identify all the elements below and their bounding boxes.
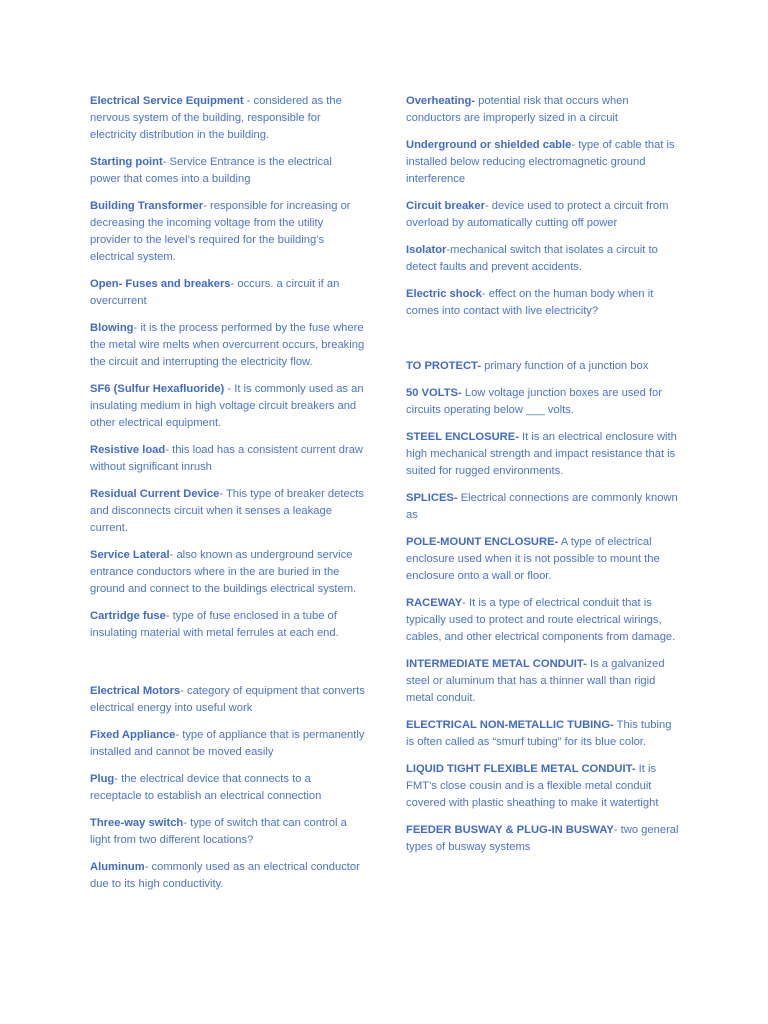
definition-entry [406, 137, 682, 188]
definition: - This type of breaker detects and disconnects circuit when it senses a leakage current. [90, 488, 365, 534]
definition: Low voltage junction boxes are used for circuits operating below ___ volts. [406, 387, 663, 416]
definition: potential risk that occurs when conductors are improperly sized in a circuit [406, 95, 629, 124]
definition-entry [90, 93, 365, 144]
term: Circuit breaker [406, 200, 485, 212]
definition-entry [90, 320, 365, 371]
term: POLE-MOUNT ENCLOSURE- [406, 536, 559, 548]
definition: Electrical connections are commonly known as [406, 492, 678, 521]
term: Overheating- [406, 95, 476, 107]
definition-entry [406, 717, 682, 751]
definition: - occurs. a circuit if an overcurrent [90, 278, 340, 307]
section-spacer [90, 652, 365, 683]
term: ELECTRICAL NON-METALLIC TUBING- [406, 719, 614, 731]
term: Electric shock [406, 288, 482, 300]
term: Blowing [90, 322, 134, 334]
definition: - device used to protect a circuit from overload by automatically cutting off power [406, 200, 669, 229]
definition: - also known as underground service entrance conductors where in the are buried in the ground and connect to the buildings electrical system. [90, 549, 357, 595]
definition-entry [90, 608, 365, 642]
term: Resistive load [90, 444, 166, 456]
definition: It is FMT’s close cousin and is a flexible metal conduit covered with plastic sheathing to make it watertight [406, 763, 659, 809]
definition-entry [90, 859, 365, 893]
term: Isolator [406, 244, 447, 256]
term: Underground or shielded cable [406, 139, 572, 151]
definition-entry [406, 385, 682, 419]
term: Electrical Service Equipment [90, 95, 244, 107]
definition: A type of electrical enclosure used when it is not possible to mount the enclosure onto a wall or floor. [406, 536, 660, 582]
term: Aluminum [90, 861, 145, 873]
definition-entry [90, 815, 365, 849]
definition-entry [90, 486, 365, 537]
term: Open- Fuses and breakers [90, 278, 231, 290]
term: FEEDER BUSWAY & PLUG-IN BUSWAY [406, 824, 614, 836]
term: 50 VOLTS- [406, 387, 462, 399]
definition: - type of switch that can control a light from two different locations? [90, 817, 347, 846]
term: TO PROTECT- [406, 360, 482, 372]
term: STEEL ENCLOSURE- [406, 431, 519, 443]
definition-entry [406, 198, 682, 232]
definition-entry [90, 771, 365, 805]
definition: - category of equipment that converts electrical energy into useful work [90, 685, 365, 714]
definition: - type of fuse enclosed in a tube of insulating material with metal ferrules at each end. [90, 610, 339, 639]
definition-entry [406, 534, 682, 585]
definition: Is a galvanized steel or aluminum that has a thinner wall than rigid metal conduit. [406, 658, 665, 704]
definition-entry [406, 822, 682, 856]
definition: - Service Entrance is the electrical power that comes into a building [90, 156, 332, 185]
definition: - responsible for increasing or decreasing the incoming voltage from the utility provider to the level’s required for the building’s electrical system. [90, 200, 351, 263]
term: Three-way switch [90, 817, 184, 829]
definition: - it is the process performed by the fuse where the metal wire melts when overcurrent occurs, breaking the circuit and interrupting the electricity flow. [90, 322, 365, 368]
definition-entry [406, 93, 682, 127]
definition-entry [406, 358, 682, 375]
left-column [90, 93, 365, 903]
term: Cartridge fuse [90, 610, 166, 622]
definition-entry [90, 727, 365, 761]
term: RACEWAY [406, 597, 463, 609]
definition-entry [90, 154, 365, 188]
term: INTERMEDIATE METAL CONDUIT- [406, 658, 587, 670]
definition-entry [90, 381, 365, 432]
definition-entry [90, 683, 365, 717]
term: Fixed Appliance [90, 729, 176, 741]
definition: It is an electrical enclosure with high mechanical strength and impact resistance that is suited for rugged environments. [406, 431, 677, 477]
definition-entry [406, 490, 682, 524]
definition-entry [90, 198, 365, 266]
term: Service Lateral [90, 549, 170, 561]
right-column [406, 93, 682, 866]
definition: primary function of a junction box [481, 360, 649, 372]
term: LIQUID TIGHT FLEXIBLE METAL CONDUIT- [406, 763, 636, 775]
term: SPLICES- [406, 492, 458, 504]
definition: -mechanical switch that isolates a circuit to detect faults and prevent accidents. [406, 244, 658, 273]
definition: This tubing is often called as “smurf tubing” for its blue color. [406, 719, 672, 748]
definition: - the electrical device that connects to a receptacle to establish an electrical connection [90, 773, 322, 802]
definition-entry [90, 547, 365, 598]
definition-entry [406, 242, 682, 276]
definition-entry [406, 429, 682, 480]
section-spacer [406, 330, 682, 358]
definition: - commonly used as an electrical conductor due to its high conductivity. [90, 861, 360, 890]
definition-entry [406, 286, 682, 320]
term: Starting point [90, 156, 163, 168]
definition-entry [90, 276, 365, 310]
definition-entry [406, 761, 682, 812]
definition: - effect on the human body when it comes into contact with live electricity? [406, 288, 654, 317]
definition-entry [406, 595, 682, 646]
term: Electrical Motors [90, 685, 181, 697]
definition: - considered as the nervous system of the building, responsible for electricity distribution in the building. [90, 95, 342, 141]
definition: - type of cable that is installed below reducing electromagnetic ground interference [406, 139, 675, 185]
definition: - this load has a consistent current draw without significant inrush [90, 444, 363, 473]
term: SF6 (Sulfur Hexafluoride) [90, 383, 225, 395]
term: Building Transformer [90, 200, 204, 212]
definition: - type of appliance that is permanently installed and cannot be moved easily [90, 729, 365, 758]
term: Residual Current Device [90, 488, 220, 500]
definition: - It is a type of electrical conduit that is typically used to protect and route electrical wirings, cables, and other electrical components from damage. [406, 597, 676, 643]
term: Plug [90, 773, 115, 785]
definition-entry [406, 656, 682, 707]
definition: - two general types of busway systems [406, 824, 679, 853]
definition: - It is commonly used as an insulating medium in high voltage circuit breakers and other electrical equipment. [90, 383, 364, 429]
definition-entry [90, 442, 365, 476]
